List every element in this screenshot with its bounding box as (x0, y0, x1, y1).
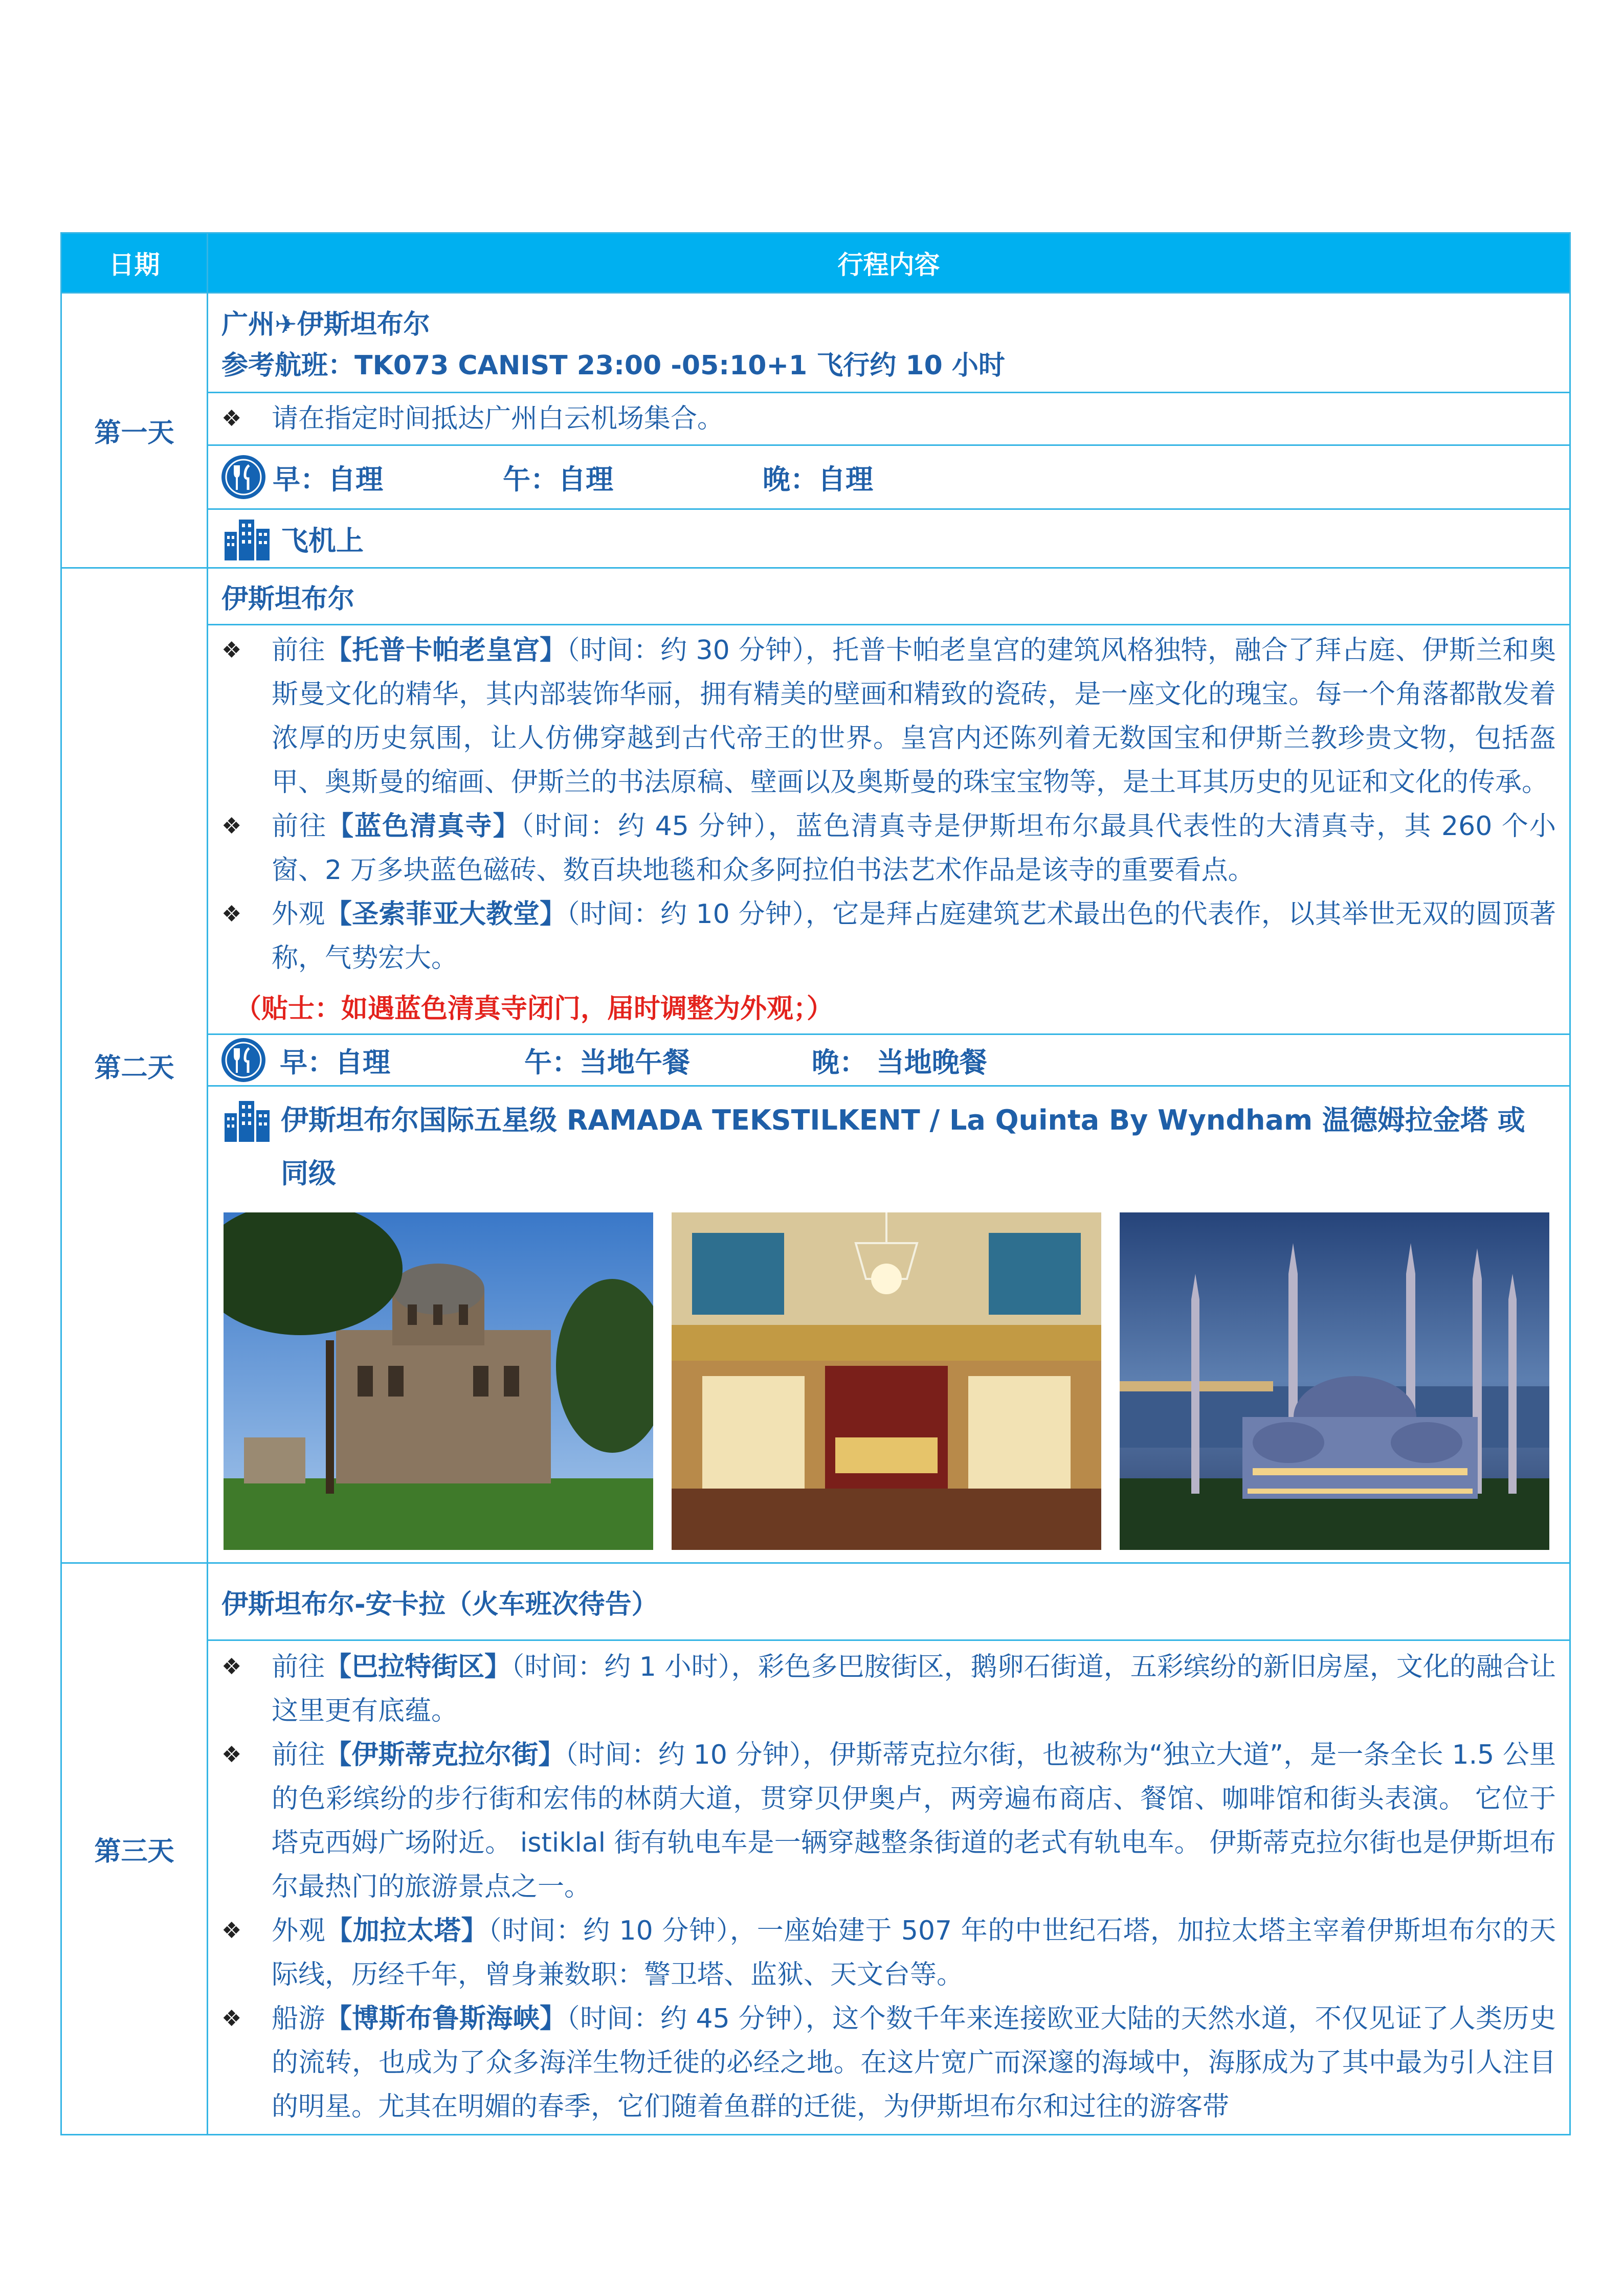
day1-row (61, 293, 1570, 568)
item-desc: ，伊斯蒂克拉尔街，也被称为“独立大道”，是一条全长 1.5 公里的色彩缤纷的步行街和宏伟的林荫大道，贯穿贝伊奥卢，两旁遍布商店、餐馆、咖啡馆和街头表演。 它位于塔克西姆广场附近。 istiklal 街有轨电车是一辆穿越整条街道的老式有轨电车。 伊斯蒂克拉尔街也是伊斯坦布尔最热门的旅游景点之一。 (272, 1740, 1556, 1902)
bullet-diamond-icon: ❖ (221, 1742, 242, 1768)
list-item (208, 1645, 1569, 1733)
day3-content (208, 1563, 1570, 2135)
day1-route: 广州✈伊斯坦布尔 (221, 309, 430, 340)
list-item (208, 628, 1569, 804)
item-pre: 外观 (272, 899, 325, 930)
list-item (208, 1733, 1569, 1909)
topkapi-interior-photo (672, 1212, 1101, 1550)
list-item: ❖ 请在指定时间抵达广州白云机场集合。 (208, 393, 1569, 444)
item-time: （时间：约 10 分钟） (565, 1740, 803, 1770)
item-pre: 前往 (272, 1740, 325, 1770)
item-desc: ，蓝色清真寺是伊斯坦布尔最具代表性的大清真寺，其 260 个小窗、2 万多块蓝色磁砖、数百块地毯和众多阿拉伯书法艺术作品是该寺的重要看点。 (272, 811, 1556, 886)
list-item (208, 892, 1569, 980)
lunch: 午：当地午餐 (524, 1046, 690, 1078)
item-name: 【伊斯蒂克拉尔街】 (325, 1740, 565, 1770)
dinner: 晚： 当地晚餐 (812, 1046, 987, 1078)
day2-content (208, 568, 1570, 1563)
day1-label: 第一天 (61, 293, 208, 568)
item-name: 【圣索菲亚大教堂】 (325, 899, 567, 930)
item-time: （时间：约 30 分钟） (566, 635, 806, 666)
blue-mosque-photo (1120, 1212, 1549, 1550)
list-item (208, 1909, 1569, 1997)
dinner: 晚：自理 (763, 463, 873, 496)
item-time: （时间：约 45 分钟） (520, 811, 768, 842)
bullet-diamond-icon: ❖ (221, 637, 242, 663)
item-pre: 外观 (272, 1916, 326, 1946)
bullet-diamond-icon: ❖ (221, 406, 242, 432)
bullet-diamond-icon: ❖ (221, 901, 242, 927)
lunch: 午：自理 (503, 463, 613, 496)
day2-hotel (208, 1094, 1569, 1200)
item-pre: 前往 (272, 811, 327, 842)
item-time: （时间：约 10 分钟） (566, 899, 806, 930)
item-name: 【加拉太塔】 (325, 1916, 488, 1946)
item-name: 【托普卡帕老皇宫】 (325, 635, 567, 666)
day3-label: 第三天 (61, 1563, 208, 2135)
day3-route: 伊斯坦布尔-安卡拉（火车班次待告） (221, 1589, 658, 1620)
day2-meals (208, 1035, 1569, 1085)
day1-hotel (208, 510, 1569, 567)
breakfast: 早：自理 (273, 463, 383, 496)
item-pre: 前往 (272, 1652, 325, 1682)
header-content: 行程内容 (208, 233, 1570, 293)
header-date: 日期 (61, 233, 208, 293)
bullet-diamond-icon: ❖ (221, 1918, 242, 1944)
day2-city: 伊斯坦布尔 (221, 583, 355, 615)
day3-row (61, 1563, 1570, 2135)
list-item (208, 1997, 1569, 2129)
itinerary-table (60, 232, 1571, 2135)
table-header (61, 233, 1570, 293)
item-desc: ，一座始建于 507 年的中世纪石塔，加拉太塔主宰着伊斯坦布尔的天际线，历经千年，曾身兼数职：警卫塔、监狱、天文台等。 (272, 1916, 1556, 1990)
day2-label: 第二天 (61, 568, 208, 1563)
day1-flight: 参考航班：TK073 CANIST 23:00 -05:10+1 飞行约 10 小时 (221, 350, 1005, 381)
breakfast: 早：自理 (280, 1046, 390, 1078)
hotel-icon (221, 1098, 272, 1142)
hotel-icon (221, 516, 272, 560)
tip-note: （贴士：如遇蓝色清真寺闭门，届时调整为外观；） (235, 993, 834, 1024)
item-desc: ，它是拜占庭建筑艺术最出色的代表作，以其举世无双的圆顶著称，气势宏大。 (272, 899, 1556, 974)
item-name: 【巴拉特街区】 (325, 1652, 511, 1682)
item-desc: ，托普卡帕老皇宫的建筑风格独特，融合了拜占庭、伊斯兰和奥斯曼文化的精华，其内部装饰华丽，拥有精美的壁画和精致的瓷砖，是一座文化的瑰宝。每一个角落都散发着浓厚的历史氛围，让人仿佛穿越到古代帝王的世界。皇宫内还陈列着无数国宝和伊斯兰教珍贵文物，包括盔甲、奥斯曼的缩画、伊斯兰的书法原稿、壁画以及奥斯曼的珠宝宝物等，是土耳其历史的见证和文化的传承。 (272, 635, 1556, 798)
item-pre: 船游 (272, 2004, 325, 2034)
item-desc: ，这个数千年来连接欧亚大陆的天然水道，不仅见证了人类历史的流转，也成为了众多海洋生物迁徙的必经之地。在这片宽广而深邃的海域中，海豚成为了其中最为引人注目的明星。尤其在明媚的春季，它们随着鱼群的迁徙，为伊斯坦布尔和过往的游客带 (272, 2004, 1556, 2122)
dining-icon (221, 1038, 265, 1082)
hotel-name: 伊斯坦布尔国际五星级 RAMADA TEKSTILKENT / La Quinta By Wyndham 温德姆拉金塔 或同级 (281, 1104, 1525, 1189)
day1-content (208, 293, 1570, 568)
dining-icon (221, 455, 265, 499)
item-pre: 前往 (272, 635, 325, 666)
hagia-irene-photo (224, 1212, 653, 1550)
hotel-name: 飞机上 (281, 524, 364, 557)
day1-meals (208, 446, 1569, 508)
day2-row (61, 568, 1570, 1563)
item-time: （时间：约 10 分钟） (488, 1916, 730, 1946)
bullet-diamond-icon: ❖ (221, 813, 242, 839)
bullet-diamond-icon: ❖ (221, 1654, 242, 1680)
item-name: 【蓝色清真寺】 (327, 811, 521, 842)
bullet-diamond-icon: ❖ (221, 2006, 242, 2032)
item-time: （时间：约 1 小时） (511, 1652, 731, 1682)
photo-strip (208, 1200, 1569, 1562)
list-item (208, 804, 1569, 892)
item-time: （时间：约 45 分钟） (566, 2004, 806, 2034)
item-name: 【博斯布鲁斯海峡】 (325, 2004, 567, 2034)
item-desc: ，彩色多巴胺街区，鹅卵石街道，五彩缤纷的新旧房屋，文化的融合让这里更有底蕴。 (272, 1652, 1556, 1726)
